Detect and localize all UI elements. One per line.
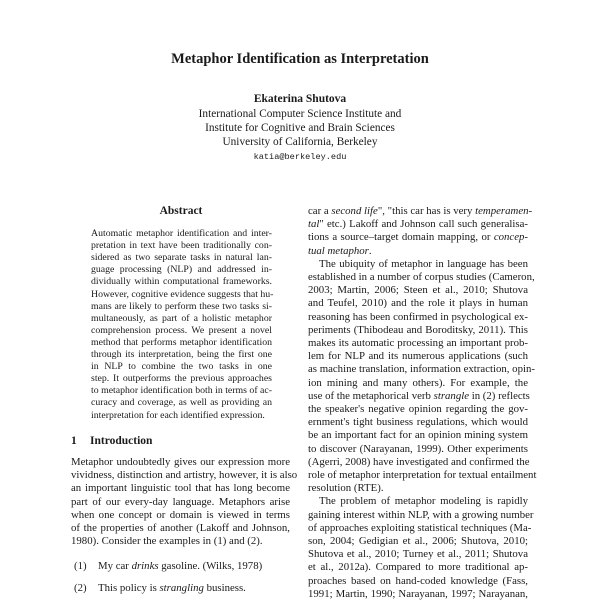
text-run: ernment's tight business regulations, which would	[308, 416, 528, 429]
text-line	[308, 521, 532, 535]
text-run: be an important fact for an opinion mining system	[308, 429, 528, 442]
text-run: method that performs metaphor identification	[91, 336, 272, 348]
text-run: lem for NLP and its numerous applications (such	[308, 350, 528, 363]
text-run: son, 2004; Gedigian et al., 2006; Shutova, 2010;	[308, 535, 528, 547]
text-line	[308, 377, 528, 390]
text-run: mans are likely to perform these two tasks si-	[91, 300, 272, 312]
text-line	[308, 508, 534, 522]
text-run: car a	[308, 205, 332, 217]
text-run: gaining interest within NLP, with a growing number	[308, 508, 534, 521]
text-line	[308, 390, 528, 403]
text-line	[308, 443, 528, 456]
text-run: " etc.) Lakoff and Johnson call such generalisa-	[319, 218, 528, 231]
italic-text-run: second life	[331, 205, 378, 217]
text-line	[308, 297, 528, 310]
affiliation: Institute for Cognitive and Brain Sciences	[205, 122, 395, 134]
text-run: (Agerri, 2008) have investigated and confirmed the	[308, 455, 530, 468]
text-line	[308, 245, 528, 258]
text-line	[91, 264, 272, 276]
text-line	[308, 231, 528, 244]
text-line	[308, 535, 528, 548]
text-run: business.	[203, 582, 246, 594]
text-run: sidered as two separate tasks in natural lan-	[91, 252, 272, 264]
italic-text-run: drinks	[131, 560, 159, 572]
text-line	[308, 575, 528, 588]
text-line	[308, 561, 528, 574]
text-line	[91, 361, 272, 373]
text-run: 2003; Martin, 2006; Steen et al., 2010; Shutova	[308, 284, 528, 297]
text-run: reasoning has been confirmed in psychological ex-	[308, 310, 528, 323]
text-line	[308, 403, 528, 416]
text-line	[91, 325, 272, 337]
text-line	[308, 311, 528, 324]
text-run: to discover (Narayanan, 1999). Other experiments	[308, 442, 528, 455]
text-line	[91, 228, 272, 240]
text-line	[91, 289, 272, 301]
text-run: multaneously, as part of a holistic metaphor	[91, 312, 272, 324]
text-line	[319, 495, 528, 508]
text-line	[71, 456, 290, 469]
text-line	[91, 385, 272, 397]
paper-title: Metaphor Identification as Interpretation	[171, 51, 429, 67]
text-line	[308, 284, 528, 297]
text-run: tions a source–target domain mapping, or	[308, 231, 494, 244]
text-line	[308, 218, 528, 231]
text-line	[71, 509, 290, 522]
text-line	[308, 416, 528, 429]
text-run: of approaches exploiting statistical techniques (Ma-	[308, 521, 532, 534]
text-line	[308, 588, 528, 601]
text-run: comprehension process. We present a novel	[91, 324, 272, 336]
text-run: established in a number of corpus studies (Cameron,	[308, 271, 535, 283]
text-run: an important linguistic tool that has long become	[71, 482, 290, 495]
text-run: part of our every-day language. Metaphors arise	[71, 495, 290, 508]
text-run: to metaphor identification both in terms of ac-	[91, 385, 272, 397]
text-run: However, cognitive evidence suggests that hu-	[91, 288, 274, 300]
text-run: use of the metaphorical verb	[308, 389, 434, 402]
text-line	[308, 324, 528, 337]
text-line	[91, 252, 272, 264]
text-run: proaches based on hand-coded knowledge (Fass,	[308, 574, 528, 587]
text-run: in NLP to combine the two tasks in one	[91, 361, 272, 373]
text-line	[91, 240, 272, 252]
text-line	[308, 337, 528, 350]
text-run: My car	[98, 560, 132, 572]
italic-text-run: strangling	[159, 582, 204, 594]
text-line	[308, 548, 528, 561]
text-line	[91, 276, 272, 288]
abstract-heading: Abstract	[159, 205, 203, 217]
text-run: 1980). Consider the examples in (1) and (2).	[71, 535, 263, 548]
text-run: Automatic metaphor identification and inter-	[91, 228, 272, 239]
text-run: through its interpretation, being the first one	[91, 349, 272, 360]
section-title: Introduction	[90, 435, 153, 447]
text-line	[91, 313, 272, 325]
text-run: step. It outperforms the previous approaches	[91, 373, 272, 385]
text-run: 1991; Martin, 1990; Narayanan, 1997; Narayanan,	[308, 587, 528, 600]
text-run: and Teufel, 2010) and the role it plays in human	[308, 297, 528, 310]
section-number: 1	[71, 435, 77, 447]
text-line	[91, 349, 272, 361]
text-run: dividually within computational frameworks.	[91, 276, 272, 288]
italic-text-run: tal	[308, 218, 320, 231]
text-line	[71, 535, 290, 548]
text-run: when one concept or domain is viewed in terms	[71, 508, 290, 521]
text-run: periments (Thibodeau and Boroditsky, 2011). This	[308, 323, 528, 336]
text-line	[308, 482, 528, 495]
text-run: pretation in text have been traditionally con-	[91, 240, 272, 252]
text-run: in (2) reflects	[469, 389, 530, 402]
text-run: makes its automatic processing an important prob-	[308, 337, 528, 349]
text-run: vividness, distinction and artistry, however, it is also	[71, 469, 298, 482]
text-run: ", "this car has is very	[377, 205, 476, 217]
text-line	[308, 429, 528, 442]
text-run: curacy and coverage, as well as providing an	[91, 397, 272, 409]
italic-text-run: tual metaphor	[308, 244, 369, 257]
text-run: This policy is	[98, 582, 160, 594]
italic-text-run: temperamen-	[475, 205, 533, 217]
text-run: interpretation for each identified expression.	[91, 409, 265, 421]
author-email: katia@berkeley.edu	[253, 152, 347, 162]
text-run: role of metaphor interpretation for textual entailment	[308, 469, 537, 481]
text-line	[91, 337, 272, 349]
italic-text-run: concep-	[493, 231, 528, 244]
affiliation: International Computer Science Institute and	[198, 108, 402, 120]
text-run: resolution (RTE).	[308, 482, 384, 495]
text-run: as machine translation, information extraction, opin-	[308, 363, 535, 376]
example-number: (2)	[74, 582, 87, 594]
text-line	[319, 258, 528, 271]
example-number: (1)	[74, 560, 87, 572]
text-line	[308, 469, 537, 482]
text-line	[308, 350, 528, 363]
text-line	[308, 363, 535, 376]
text-run: Metaphor undoubtedly gives our expression more	[71, 456, 290, 468]
text-line	[308, 271, 535, 284]
text-run: et al., 2012a). Compared to more traditional ap-	[308, 561, 528, 574]
text-run: the speaker's negative opinion regarding the gov-	[308, 403, 528, 415]
text-line	[71, 469, 298, 482]
text-run: Shutova et al., 2010; Turney et al., 2011; Shutova	[308, 548, 528, 561]
text-line	[71, 482, 290, 495]
text-line	[91, 397, 272, 409]
text-run: ion mining and many others). For example, the	[308, 376, 528, 389]
text-run: The problem of metaphor modeling is rapidly	[319, 495, 528, 508]
text-run: of the properties of another (Lakoff and Johnson,	[71, 522, 290, 534]
text-run: guage processing (NLP) and addressed in-	[91, 264, 272, 276]
text-line	[91, 301, 272, 313]
author-name: Ekaterina Shutova	[253, 93, 347, 105]
section-heading-introduction	[71, 435, 152, 447]
italic-text-run: strangle	[433, 389, 470, 402]
text-run: gasoline. (Wilks, 1978)	[158, 560, 263, 572]
text-line	[91, 373, 272, 385]
text-line	[71, 522, 290, 535]
text-line	[71, 496, 290, 509]
example-item	[74, 582, 246, 594]
text-run: .	[368, 244, 372, 257]
text-line	[308, 205, 533, 218]
text-run: The ubiquity of metaphor in language has been	[319, 257, 528, 270]
affiliation: University of California, Berkeley	[222, 136, 378, 148]
example-item	[74, 560, 262, 572]
text-line	[308, 456, 528, 469]
text-line	[91, 410, 272, 422]
